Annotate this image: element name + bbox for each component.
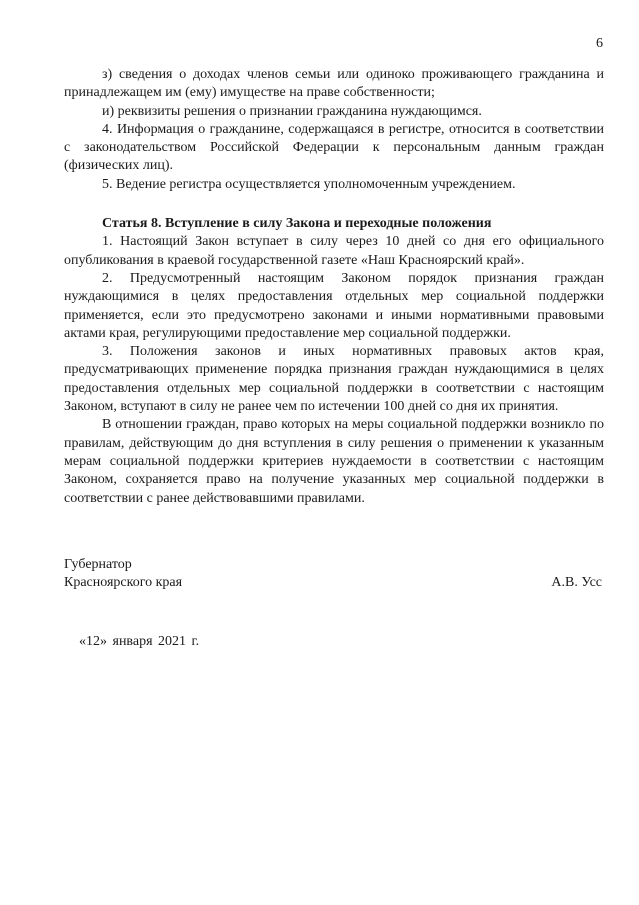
signatory-title-line2: Красноярского края: [64, 575, 183, 591]
article-8-clause-1: 1. Настоящий Закон вступает в силу через 10 дней со дня его официального опубликования в краевой государственной газете «Наш Красноярский край».: [64, 234, 604, 268]
article-8-clause-2: 2. Предусмотренный настоящим Законом порядок признания граждан нуждающимися в целях предоставления отдельных мер социальной поддержки применяется, если это предусмотрено законами и иными нормативными правовыми актами края, регулирующими предоставление мер социальной поддержки.: [64, 270, 604, 341]
page-number: 6: [596, 36, 603, 51]
signatory-name: А.В. Усс: [551, 575, 602, 591]
document-date: «12» января 2021 г.: [79, 634, 200, 649]
signature-row: [64, 574, 604, 592]
signature-block: [64, 556, 604, 593]
article-8-transitional: В отношении граждан, право которых на меры социальной поддержки возникло по правилам, действующим до дня вступления в силу решения о применении к указанным мерам социальной поддержки критериев нуждаемости в соответствии с настоящим Законом, сохраняется право на получение указанных мер социальной поддержки в соответствии с ранее действовавшими правилами.: [64, 417, 604, 506]
paragraph-personal-data: 4. Информация о гражданине, содержащаяся в регистре, относится в соответствии с законодательством Российской Федерации к персональным данным граждан (физических лиц).: [64, 121, 604, 174]
article-8-clause-3: 3. Положения законов и иных нормативных правовых актов края, предусматривающих применение порядка признания граждан нуждающимися в целях предоставления отдельных мер социальной поддержки в соответствии с настоящим Законом, вступают в силу не ранее чем по истечении 100 дней со дня их принятия.: [64, 344, 604, 415]
paragraph-income-info: з) сведения о доходах членов семьи или одиноко проживающего гражданина и принадлежащем им (ему) имуществе на праве собственности;: [64, 67, 604, 101]
paragraph-registry-maintenance: 5. Ведение регистра осуществляется уполномоченным учреждением.: [102, 176, 516, 192]
document-body: [64, 66, 604, 508]
paragraph-decision-details: и) реквизиты решения о признании гражданина нуждающимся.: [102, 103, 482, 119]
signatory-title-line1: Губернатор: [64, 557, 132, 572]
article-8-heading: Статья 8. Вступление в силу Закона и переходные положения: [102, 216, 492, 232]
